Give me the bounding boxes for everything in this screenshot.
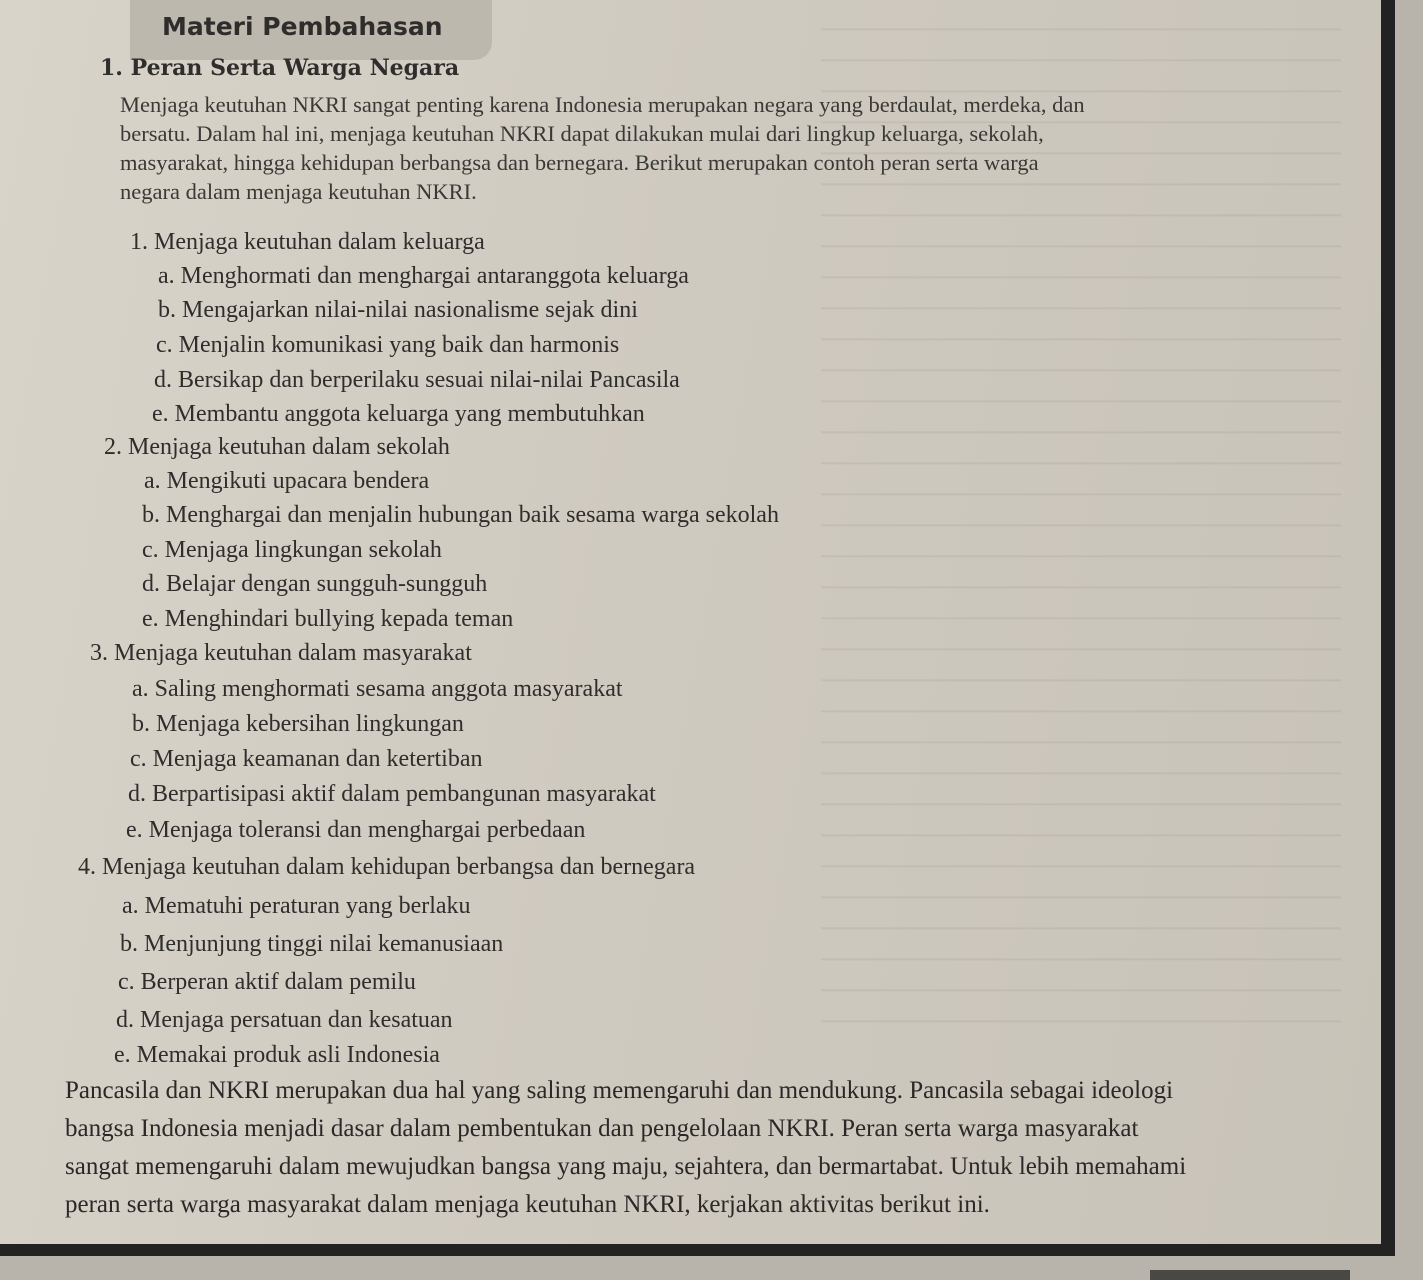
section-title: Materi Pembahasan	[162, 12, 443, 41]
list-item: e. Memakai produk asli Indonesia	[114, 1042, 440, 1068]
intro-line: bersatu. Dalam hal ini, menjaga keutuhan NKRI dapat dilakukan mulai dari lingkup keluarga, sekolah,	[120, 121, 1044, 146]
intro-line: Menjaga keutuhan NKRI sangat penting karena Indonesia merupakan negara yang berdaulat, merdeka, dan	[120, 92, 1085, 117]
list-item: a. Saling menghormati sesama anggota masyarakat	[132, 676, 623, 702]
list-item: b. Menjaga kebersihan lingkungan	[132, 711, 464, 737]
list-item: d. Belajar dengan sungguh-sungguh	[142, 571, 488, 597]
group-heading: 2. Menjaga keutuhan dalam sekolah	[104, 434, 450, 460]
list-item: e. Menjaga toleransi dan menghargai perbedaan	[126, 817, 586, 843]
list-item: e. Menghindari bullying kepada teman	[142, 606, 514, 632]
list-item: c. Menjalin komunikasi yang baik dan harmonis	[156, 332, 620, 358]
list-item: a. Menghormati dan menghargai antaranggota keluarga	[158, 263, 689, 289]
closing-line: bangsa Indonesia menjadi dasar dalam pembentukan dan pengelolaan NKRI. Peran serta warga masyarakat	[65, 1115, 1139, 1142]
list-item: a. Mengikuti upacara bendera	[144, 468, 430, 494]
list-item: e. Membantu anggota keluarga yang membutuhkan	[152, 401, 645, 427]
closing-line: Pancasila dan NKRI merupakan dua hal yang saling memengaruhi dan mendukung. Pancasila sebagai ideologi	[65, 1077, 1174, 1104]
group-heading: 1. Menjaga keutuhan dalam keluarga	[130, 229, 485, 255]
page-edge-strip	[1150, 1270, 1350, 1280]
list-item: d. Berpartisipasi aktif dalam pembangunan masyarakat	[128, 781, 656, 807]
list-item: d. Bersikap dan berperilaku sesuai nilai-nilai Pancasila	[154, 367, 680, 393]
list-item: b. Menghargai dan menjalin hubungan baik sesama warga sekolah	[142, 502, 779, 528]
closing-paragraph	[65, 1072, 1365, 1224]
group-heading: 4. Menjaga keutuhan dalam kehidupan berbangsa dan bernegara	[78, 854, 696, 880]
main-heading: 1. Peran Serta Warga Negara	[100, 55, 460, 81]
group-heading: 3. Menjaga keutuhan dalam masyarakat	[90, 640, 472, 666]
intro-paragraph	[120, 90, 1300, 206]
list-item: d. Menjaga persatuan dan kesatuan	[116, 1007, 453, 1033]
intro-line: negara dalam menjaga keutuhan NKRI.	[120, 179, 477, 204]
list-item: b. Menjunjung tinggi nilai kemanusiaan	[120, 931, 504, 957]
closing-line: peran serta warga masyarakat dalam menjaga keutuhan NKRI, kerjakan aktivitas berikut ini.	[65, 1191, 990, 1218]
list-item: c. Menjaga lingkungan sekolah	[142, 537, 442, 563]
list-item: a. Mematuhi peraturan yang berlaku	[122, 893, 471, 919]
closing-line: sangat memengaruhi dalam mewujudkan bangsa yang maju, sejahtera, dan bermartabat. Untuk lebih memahami	[65, 1153, 1187, 1180]
list-item: b. Mengajarkan nilai-nilai nasionalisme sejak dini	[158, 297, 638, 323]
intro-line: masyarakat, hingga kehidupan berbangsa dan bernegara. Berikut merupakan contoh peran serta warga	[120, 150, 1039, 175]
list-item: c. Berperan aktif dalam pemilu	[118, 969, 416, 995]
list-item: c. Menjaga keamanan dan ketertiban	[130, 746, 483, 772]
